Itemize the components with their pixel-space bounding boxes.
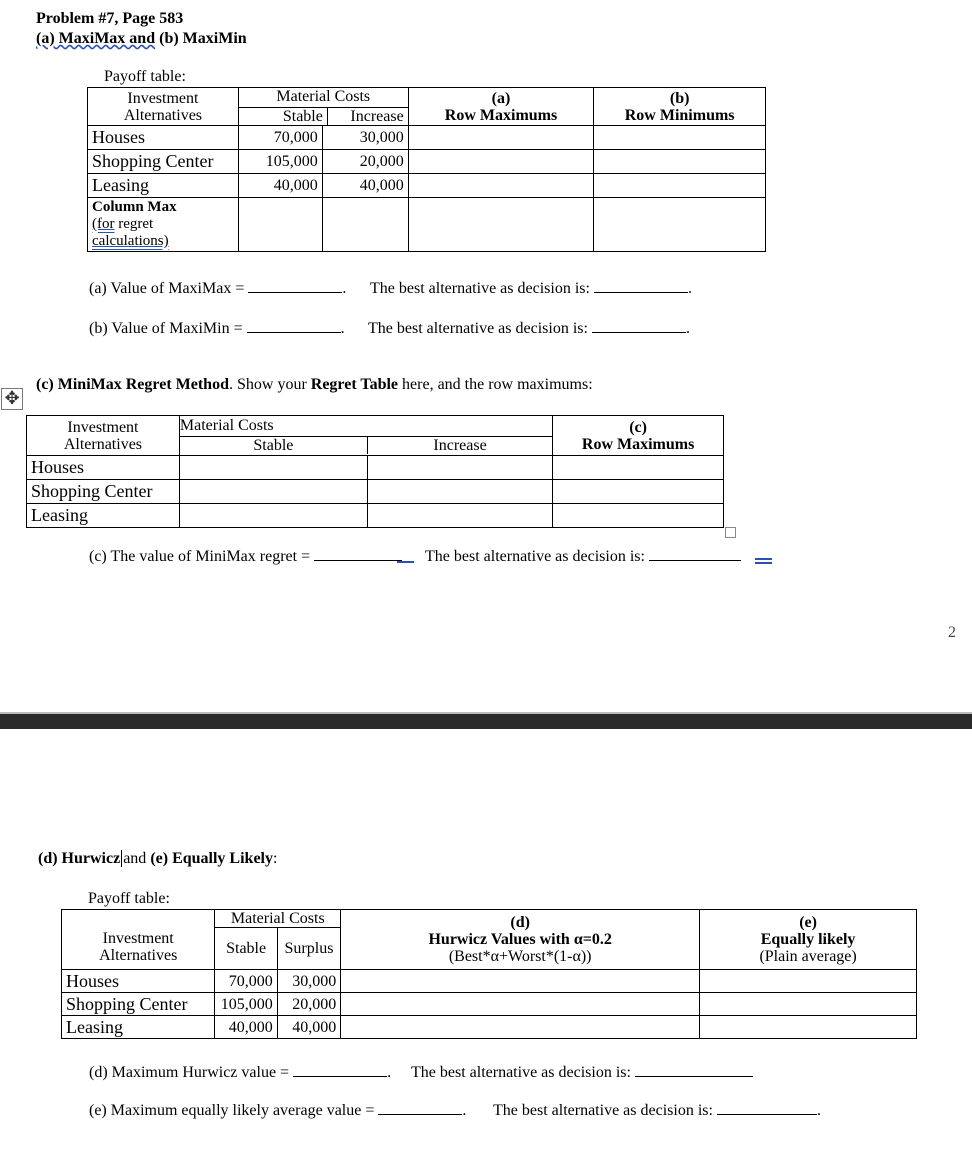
maximin-answer-line: (b) Value of MaxiMin = . xyxy=(89,320,345,337)
page-break-bar xyxy=(0,712,972,729)
cell-hurwicz[interactable] xyxy=(341,970,700,993)
cell-colmax-increase[interactable] xyxy=(322,198,408,252)
column-max-label: Column Max (for regret calculations) xyxy=(88,198,239,252)
header-hurwicz: (d) Hurwicz Values with α=0.2 (Best*α+Worst*(1-α)) xyxy=(341,910,700,970)
cell-regret-increase[interactable] xyxy=(367,504,553,528)
best-alternative-blank[interactable] xyxy=(594,278,688,293)
cell-increase: 20,000 xyxy=(322,150,408,174)
cell-regret-stable[interactable] xyxy=(179,456,367,480)
max-equally-likely-blank[interactable] xyxy=(378,1100,462,1115)
header-investment: Investment Alternatives xyxy=(62,910,215,970)
cell-regret-stable[interactable] xyxy=(179,504,367,528)
subtitle-maximin: (b) MaxiMin xyxy=(155,30,247,47)
cell-regret-increase[interactable] xyxy=(367,480,553,504)
best-alternative-label: The best alternative as decision is: xyxy=(493,1102,713,1119)
row-label: Leasing xyxy=(27,504,180,528)
format-mark xyxy=(755,558,772,560)
regret-header-row xyxy=(27,416,724,456)
maximax-answer-line: (a) Value of MaxiMax = . xyxy=(89,280,347,297)
row-label: Shopping Center xyxy=(88,150,239,174)
cell-stable: 70,000 xyxy=(238,126,322,150)
header-investment: Investment Alternatives xyxy=(27,416,180,456)
header-surplus: Surplus xyxy=(277,928,340,970)
page-number: 2 xyxy=(948,624,956,641)
header-material-costs: Material Costs xyxy=(215,910,341,928)
maximin-blank[interactable] xyxy=(247,318,341,333)
cell-stable: 105,000 xyxy=(238,150,322,174)
header-row-minimums: (b) Row Minimums xyxy=(594,88,766,126)
regret-table xyxy=(26,415,724,528)
table-row xyxy=(88,150,766,174)
cell-average[interactable] xyxy=(700,993,917,1016)
cell-surplus: 40,000 xyxy=(277,1016,340,1039)
cell-stable: 70,000 xyxy=(215,970,277,993)
best-alternative-label: The best alternative as decision is: xyxy=(370,280,590,297)
format-mark xyxy=(755,562,772,564)
cell-regret-stable[interactable] xyxy=(179,480,367,504)
hurwicz-header-row-1 xyxy=(62,910,917,928)
best-alternative-blank[interactable] xyxy=(717,1100,817,1115)
cell-hurwicz[interactable] xyxy=(341,1016,700,1039)
payoff-table xyxy=(87,87,766,252)
cell-empty xyxy=(594,198,766,252)
table-resize-handle-icon[interactable] xyxy=(725,527,736,538)
max-hurwicz-blank[interactable] xyxy=(293,1062,387,1077)
max-hurwicz-label: (d) Maximum Hurwicz value = xyxy=(89,1064,290,1081)
best-alternative-label: The best alternative as decision is: xyxy=(425,548,645,565)
best-alternative-blank[interactable] xyxy=(635,1062,753,1077)
cell-empty xyxy=(408,198,594,252)
cell-row-min[interactable] xyxy=(594,174,766,198)
table-row xyxy=(27,504,724,528)
best-alternative-blank[interactable] xyxy=(592,318,686,333)
header-row-maximums: (a) Row Maximums xyxy=(408,88,594,126)
header-equally-likely: (e) Equally likely (Plain average) xyxy=(700,910,917,970)
header-investment: Investment Alternatives xyxy=(88,88,239,126)
cell-average[interactable] xyxy=(700,970,917,993)
subtitle-maximax: (a) MaxiMax and xyxy=(36,30,156,47)
cell-row-max[interactable] xyxy=(553,456,724,480)
minimax-regret-line xyxy=(89,546,402,566)
cell-row-max[interactable] xyxy=(408,150,594,174)
cell-stable: 105,000 xyxy=(215,993,277,1016)
hurwicz-heading: (d) Hurwicz and (e) Equally Likely: xyxy=(38,850,278,867)
row-label: Shopping Center xyxy=(27,480,180,504)
cell-increase: 30,000 xyxy=(322,126,408,150)
cell-row-min[interactable] xyxy=(594,126,766,150)
hurwicz-best-line xyxy=(411,1062,753,1082)
header-stable: Stable xyxy=(180,437,368,454)
cell-hurwicz[interactable] xyxy=(341,993,700,1016)
row-label: Leasing xyxy=(88,174,239,198)
maximax-blank[interactable] xyxy=(248,278,342,293)
table-row xyxy=(88,126,766,150)
header-increase: Increase xyxy=(433,437,487,454)
payoff-table-caption: Payoff table: xyxy=(88,890,170,907)
row-label: Houses xyxy=(88,126,239,150)
equally-likely-best-line: The best alternative as decision is: . xyxy=(493,1102,821,1119)
table-row xyxy=(62,1016,917,1039)
cell-row-max[interactable] xyxy=(553,504,724,528)
payoff-header-row xyxy=(88,88,766,126)
cell-row-max[interactable] xyxy=(553,480,724,504)
cell-row-max[interactable] xyxy=(408,126,594,150)
cell-regret-increase[interactable] xyxy=(367,456,553,480)
maximin-label: (b) Value of MaxiMin = xyxy=(89,320,243,337)
minimax-regret-blank[interactable] xyxy=(314,546,402,561)
cell-stable: 40,000 xyxy=(238,174,322,198)
cell-average[interactable] xyxy=(700,1016,917,1039)
format-mark xyxy=(397,561,414,563)
table-row xyxy=(88,174,766,198)
max-equally-likely-line: (e) Maximum equally likely average value = . xyxy=(89,1102,467,1119)
problem-title xyxy=(36,10,183,28)
cell-row-max[interactable] xyxy=(408,174,594,198)
minimax-regret-label: (c) The value of MiniMax regret = xyxy=(89,548,311,565)
table-row xyxy=(27,456,724,480)
maximax-best-line: The best alternative as decision is: . xyxy=(370,280,692,297)
cell-increase: 40,000 xyxy=(322,174,408,198)
row-label: Shopping Center xyxy=(62,993,215,1016)
header-material-costs: Material Costs Stable Increase xyxy=(238,88,408,126)
table-row xyxy=(27,480,724,504)
row-label: Leasing xyxy=(62,1016,215,1039)
header-row-maximums: (c) Row Maximums xyxy=(553,416,724,456)
cell-colmax-stable[interactable] xyxy=(238,198,322,252)
column-max-row xyxy=(88,198,766,252)
maximax-label: (a) Value of MaxiMax = xyxy=(89,280,245,297)
payoff-table-caption: Payoff table: xyxy=(104,68,186,85)
header-stable: Stable xyxy=(215,928,277,970)
row-label: Houses xyxy=(62,970,215,993)
regret-intro: (c) MiniMax Regret Method. Show your Regret Table here, and the row maximums: xyxy=(36,376,593,393)
max-hurwicz-line: (d) Maximum Hurwicz value = . xyxy=(89,1064,392,1081)
maximin-best-line: The best alternative as decision is: . xyxy=(368,320,690,337)
hurwicz-table xyxy=(61,909,917,1039)
best-alternative-blank[interactable] xyxy=(649,546,741,561)
cell-surplus: 30,000 xyxy=(277,970,340,993)
table-row xyxy=(62,970,917,993)
header-material-costs: Material Costs Stable Increase xyxy=(179,416,552,456)
header-stable: Stable xyxy=(239,108,328,125)
table-move-handle-icon[interactable]: ✥ xyxy=(1,388,23,410)
cell-row-min[interactable] xyxy=(594,150,766,174)
max-equally-likely-label: (e) Maximum equally likely average value = xyxy=(89,1102,375,1119)
cell-stable: 40,000 xyxy=(215,1016,277,1039)
row-label: Houses xyxy=(27,456,180,480)
table-row xyxy=(62,993,917,1016)
cell-surplus: 20,000 xyxy=(277,993,340,1016)
section-subtitle xyxy=(36,30,247,48)
regret-best-line xyxy=(425,546,741,566)
header-increase: Increase xyxy=(350,108,404,125)
problem-title-bold: Problem #7, Page 583 xyxy=(36,10,184,27)
best-alternative-label: The best alternative as decision is: xyxy=(411,1064,631,1081)
best-alternative-label: The best alternative as decision is: xyxy=(368,320,588,337)
